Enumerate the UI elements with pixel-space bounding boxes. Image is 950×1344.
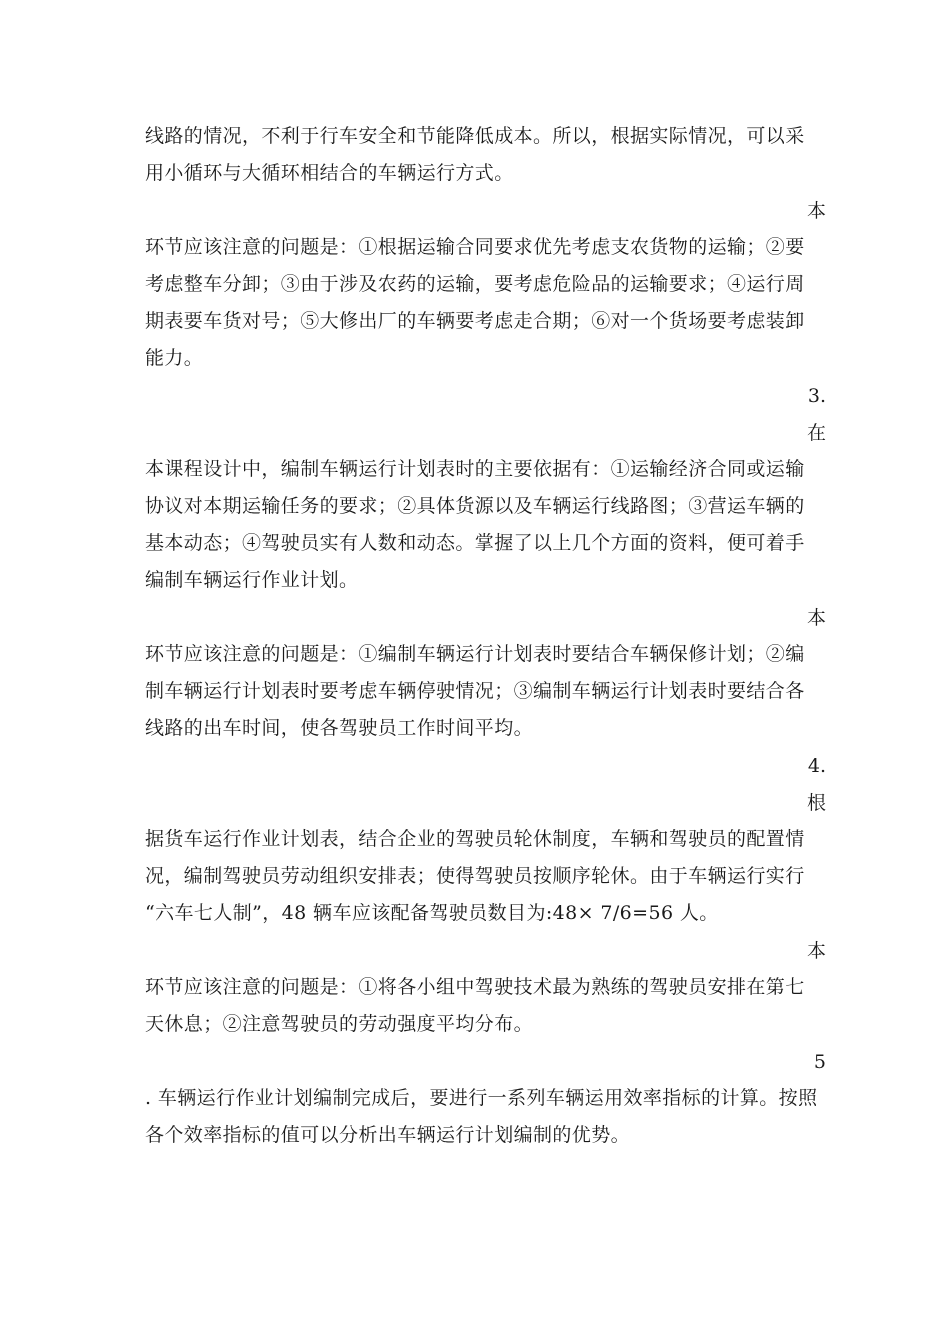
body-text-line: 基本动态；④驾驶员实有人数和动态。掌握了以上几个方面的资料，便可着手 (145, 532, 805, 554)
body-text-line: 环节应该注意的问题是：①根据运输合同要求优先考虑支农货物的运输；②要 (145, 236, 805, 258)
body-text-line: 天休息；②注意驾驶员的劳动强度平均分布。 (145, 1013, 534, 1035)
section-marker: 本 (806, 200, 826, 222)
body-text-line: 据货车运行作业计划表，结合企业的驾驶员轮休制度，车辆和驾驶员的配置情 (145, 828, 805, 850)
body-text-line: 期表要车货对号；⑤大修出厂的车辆要考虑走合期；⑥对一个货场要考虑装卸 (145, 310, 805, 332)
section-marker: 根 (806, 792, 826, 814)
body-text-line: 用小循环与大循环相结合的车辆运行方式。 (145, 162, 514, 184)
body-text-line: 况，编制驾驶员劳动组织安排表；使得驾驶员按顺序轮休。由于车辆运行实行 (145, 865, 805, 887)
section-marker: 在 (806, 422, 826, 444)
body-text-line: . 车辆运行作业计划编制完成后，要进行一系列车辆运用效率指标的计算。按照 (145, 1087, 818, 1109)
body-text-line: 环节应该注意的问题是：①编制车辆运行计划表时要结合车辆保修计划；②编 (145, 643, 805, 665)
body-text-line: 协议对本期运输任务的要求；②具体货源以及车辆运行线路图；③营运车辆的 (145, 495, 805, 517)
body-text-line: 各个效率指标的值可以分析出车辆运行计划编制的优势。 (145, 1124, 631, 1146)
body-text-line: 线路的出车时间，使各驾驶员工作时间平均。 (145, 717, 534, 739)
body-text-line: 能力。 (145, 347, 204, 369)
body-text-line: 编制车辆运行作业计划。 (145, 569, 359, 591)
section-marker: 本 (806, 607, 826, 629)
body-text-line: 线路的情况，不利于行车安全和节能降低成本。所以，根据实际情况，可以采 (145, 125, 805, 147)
body-text-line: 制车辆运行计划表时要考虑车辆停驶情况；③编制车辆运行计划表时要结合各 (145, 680, 805, 702)
section-marker: 3. (807, 385, 826, 407)
body-text-line: 环节应该注意的问题是：①将各小组中驾驶技术最为熟练的驾驶员安排在第七 (145, 976, 805, 998)
section-marker: 5 (813, 1051, 826, 1073)
body-text-line: 考虑整车分卸；③由于涉及农药的运输，要考虑危险品的运输要求；④运行周 (145, 273, 805, 295)
body-text-line: 本课程设计中，编制车辆运行计划表时的主要依据有：①运输经济合同或运输 (145, 458, 805, 480)
body-text-line: “六车七人制”，48 辆车应该配备驾驶员数目为:48× 7/6=56 人。 (145, 902, 719, 924)
section-marker: 4. (807, 755, 826, 777)
section-marker: 本 (806, 940, 826, 962)
